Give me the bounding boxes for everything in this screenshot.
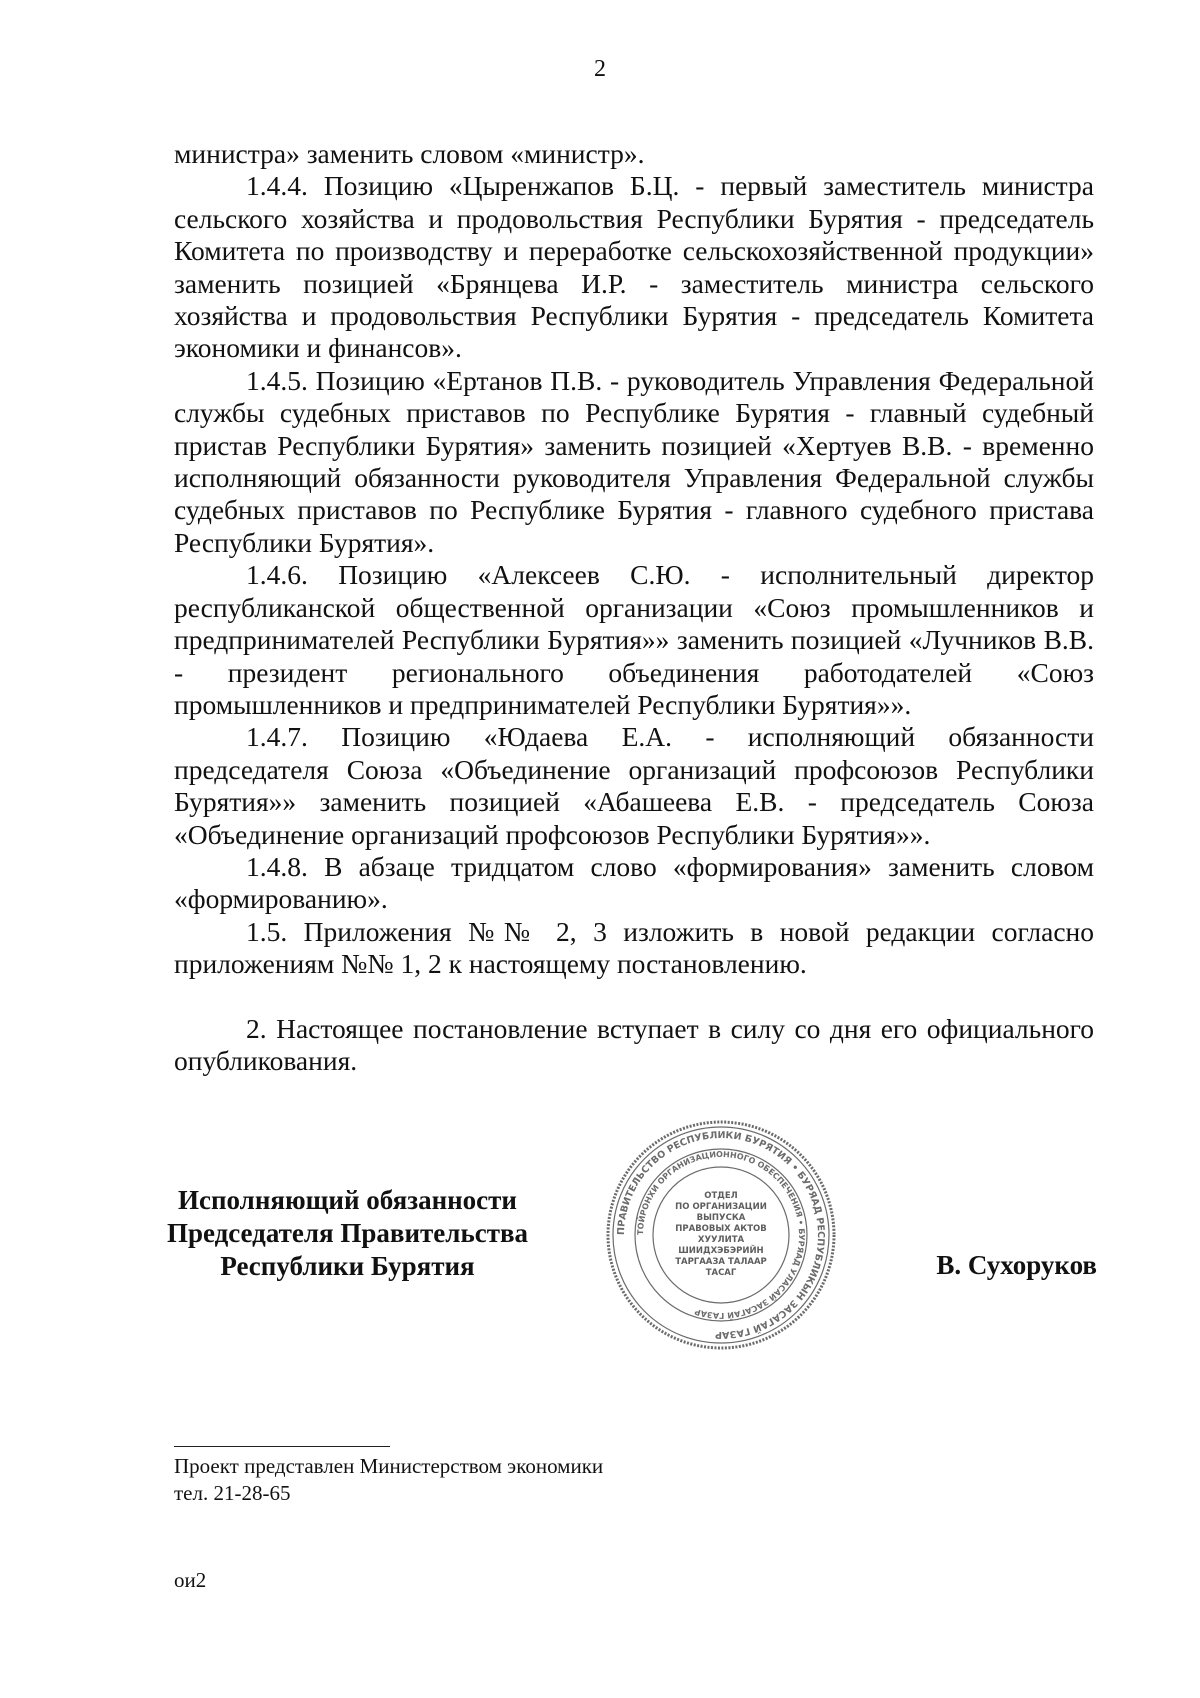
seal-center-line: ОТДЕЛ [704, 1191, 738, 1201]
registry-code: ои2 [174, 1568, 207, 1592]
seal-inner-text: ТОЙРОНХИ ОРГАНИЗАЦИОННОГО ОБЕСПЕЧЕНИЯ • БУРЯАД УЛАСАЙ ЗАСАГАЙ ГАЗАР [635, 1149, 807, 1321]
seal-center-line: ПРАВОВЫХ АКТОВ [675, 1224, 767, 1234]
footer-phone: тел. 21-28-65 [174, 1481, 291, 1505]
seal-center-line: ВЫПУСКА [696, 1213, 746, 1223]
seal-center-line: ХУУЛИТА [697, 1235, 745, 1245]
seal-center-line: ШИИДХЭБЭРИЙН [678, 1246, 764, 1256]
official-seal [604, 1118, 838, 1352]
footnote-divider [174, 1446, 390, 1447]
paragraph-1-5: 1.5. Приложения №№ 2, 3 изложить в новой редакции согласно приложениям №№ 1, 2 к настоящему постановлению. [174, 915, 1094, 980]
signatory-name: В. Сухоруков [936, 1250, 1097, 1280]
paragraph-1-4-6: 1.4.6. Позицию «Алексеев С.Ю. - исполнительный директор республиканской общественной организации «Союз промышленников и предпринимателей Республики Бурятия»» заменить позицией «Лучников В.В. - президент регионального объединения работодателей «Союз промышленников и предпринимателей Республики Бурятия»». [174, 559, 1094, 720]
seal-center-line: ПО ОРГАНИЗАЦИИ [675, 1202, 767, 1212]
signatory-title-line: Председателя Правительства [166, 1218, 529, 1248]
paragraph-continuation: министра» заменить словом «министр». [174, 138, 645, 169]
seal-center-line: ТАСАГ [705, 1268, 737, 1278]
paragraph-2: 2. Настоящее постановление вступает в силу со дня его официального опубликования. [174, 1012, 1094, 1076]
signatory-title-line: Исполняющий обязанности [178, 1185, 517, 1215]
paragraph-1-4-7: 1.4.7. Позицию «Юдаева Е.А. - исполняющий обязанности председателя Союза «Объединение организаций профсоюзов Республики Бурятия»» заменить позицией «Абашеева Е.В. - председатель Союза «Объединение организаций профсоюзов Республики Бурятия»». [174, 721, 1094, 850]
footer-project-note: Проект представлен Министерством экономики [174, 1454, 604, 1478]
paragraph-1-4-4: 1.4.4. Позицию «Цыренжапов Б.Ц. - первый заместитель министра сельского хозяйства и продовольствия Республики Бурятия - председатель Комитета по производству и переработке сельскохозяйственной продукции» заменить позицией «Брянцева И.Р. - заместитель министра сельского хозяйства и продовольствия Республики Бурятия - председатель Комитета экономики и финансов». [174, 170, 1094, 364]
seal-center-line: ТАРГААЗА ТАЛААР [675, 1257, 767, 1267]
signatory-title-line: Республики Бурятия [220, 1251, 475, 1281]
paragraph-1-4-8: 1.4.8. В абзаце тридцатом слово «формирования» заменить словом «формированию». [174, 850, 1094, 915]
seal-outer-text: ПРАВИТЕЛЬСТВО РЕСПУБЛИКИ БУРЯТИЯ • БУРЯАД РЕСПУБЛИКЫН ЗАСАГАЙ ГАЗАР [615, 1129, 827, 1341]
document-body [174, 138, 1094, 1077]
signatory-title [150, 1184, 545, 1283]
page-number: 2 [594, 56, 606, 82]
paragraph-1-4-5: 1.4.5. Позицию «Ертанов П.В. - руководитель Управления Федеральной службы судебных приставов по Республике Бурятия - главный судебный пристав Республики Бурятия» заменить позицией «Хертуев В.В. - временно исполняющий обязанности руководителя Управления Федеральной службы судебных приставов по Республике Бурятия - главного судебного пристава Республики Бурятия». [174, 364, 1094, 558]
